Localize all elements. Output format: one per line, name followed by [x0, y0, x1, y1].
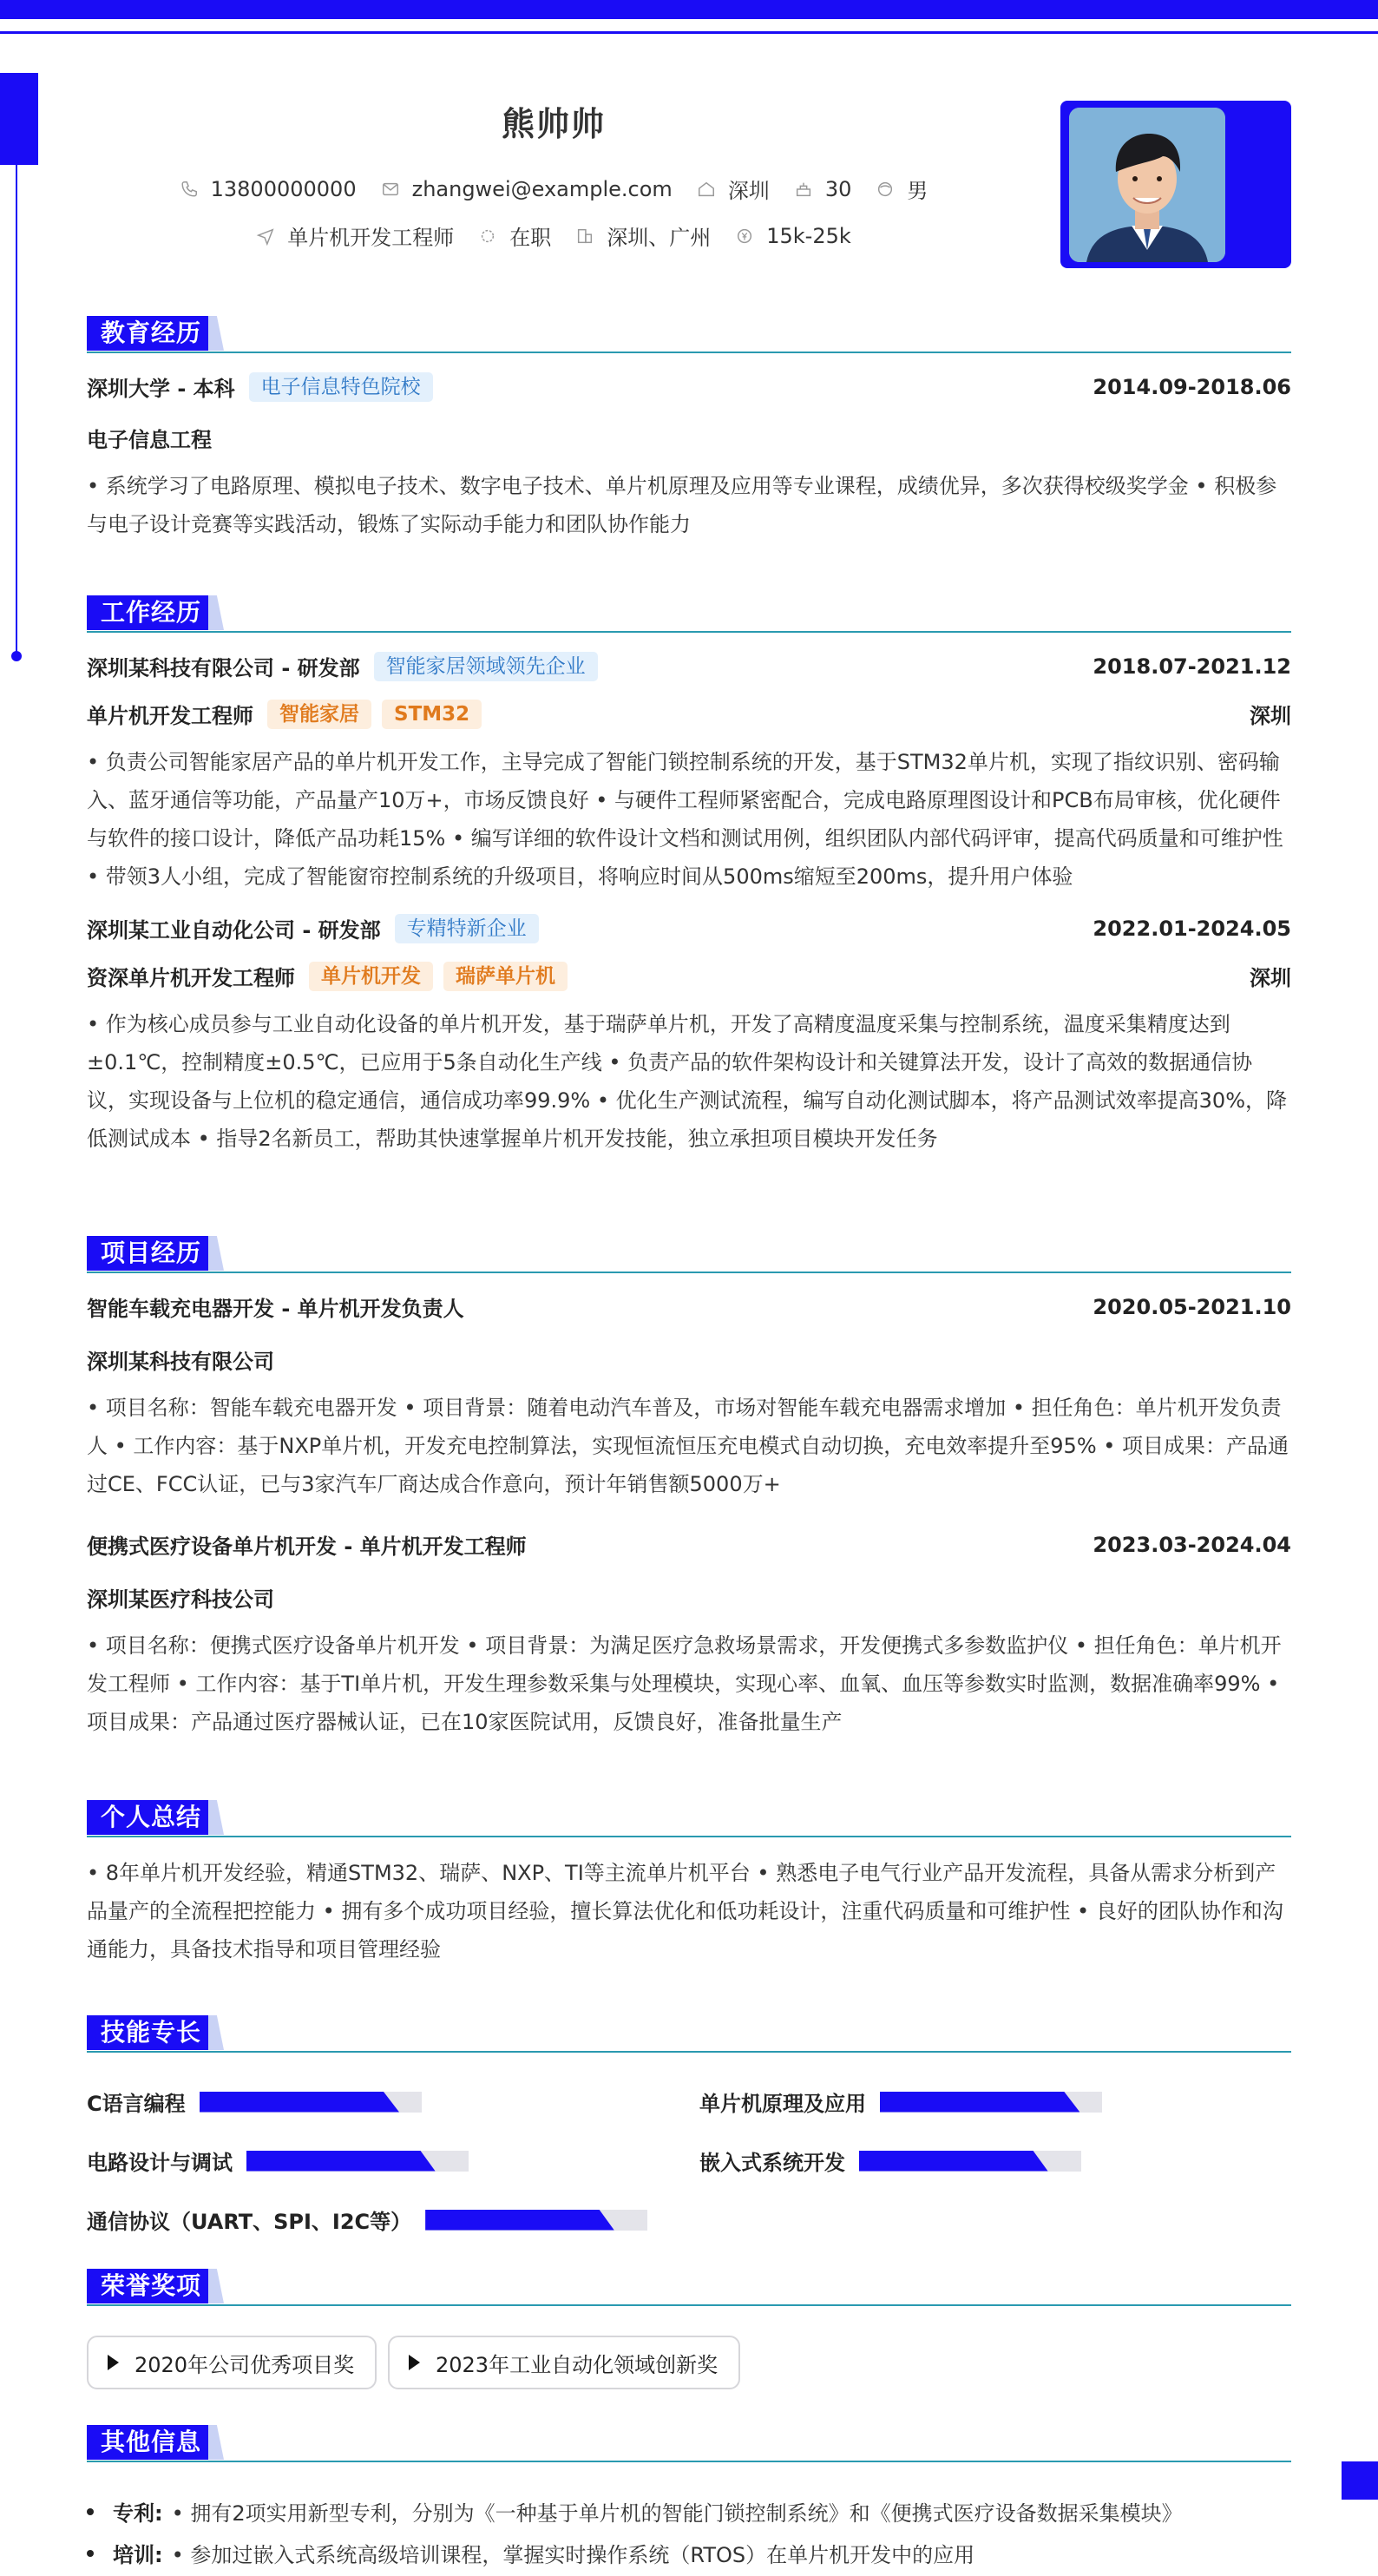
project-title: 智能车载充电器开发 - 单片机开发负责人 — [87, 1297, 464, 1321]
age-text: 30 — [824, 176, 852, 201]
other-item — [87, 2538, 974, 2568]
skill-item — [87, 2146, 469, 2176]
skill-tag: 智能家居 — [267, 700, 371, 729]
project-title-row — [87, 1291, 1291, 1322]
other-label: 培训: — [113, 2543, 163, 2567]
project-company: 深圳某医疗科技公司 — [87, 1587, 274, 1612]
skill-bar-fill — [246, 2151, 436, 2172]
skill-bar-fill — [200, 2092, 399, 2113]
project-company-row — [87, 1344, 1291, 1375]
top-accent-bar — [0, 0, 1378, 19]
skill-bar — [425, 2210, 647, 2231]
project-company: 深圳某科技有限公司 — [87, 1350, 274, 1374]
work-company-row — [87, 651, 1291, 681]
section-title: 技能专长 — [87, 2015, 215, 2050]
section-title-tail — [208, 2015, 224, 2050]
avatar — [1069, 108, 1225, 262]
status-text: 在职 — [509, 226, 552, 250]
other-section — [87, 2425, 1291, 2463]
major-name: 电子信息工程 — [87, 428, 212, 452]
projects-section — [87, 1236, 1291, 1741]
job-title: 资深单片机开发工程师 — [87, 966, 295, 990]
email-text: zhangwei@example.com — [411, 176, 673, 201]
skill-bar — [859, 2151, 1081, 2172]
section-title: 项目经历 — [87, 1236, 215, 1271]
target-city-item — [575, 220, 711, 251]
mail-icon — [381, 180, 400, 199]
job-intent-row — [0, 220, 1107, 251]
skill-name: 通信协议（UART、SPI、I2C等） — [87, 2210, 412, 2234]
skill-bar — [246, 2151, 469, 2172]
bullet-icon — [87, 2550, 94, 2557]
education-header — [87, 316, 1291, 354]
position-item — [256, 220, 454, 251]
section-title: 教育经历 — [87, 316, 215, 351]
section-title: 工作经历 — [87, 595, 215, 630]
left-accent-dot — [11, 651, 22, 661]
work-location: 深圳 — [1250, 704, 1291, 728]
section-title: 荣誉奖项 — [87, 2269, 215, 2303]
skill-name: 单片机原理及应用 — [699, 2092, 866, 2116]
other-item — [87, 2496, 1183, 2527]
other-text: • 拥有2项实用新型专利，分别为《一种基于单片机的智能门锁控制系统》和《便携式医疗设备数据采集模块》 — [171, 2501, 1183, 2526]
company-tag: 智能家居领域领先企业 — [374, 652, 598, 681]
work-date: 2022.01-2024.05 — [1093, 916, 1291, 941]
city-text: 深圳 — [727, 179, 770, 203]
section-title-tail — [208, 2269, 224, 2303]
salary-text: 15k-25k — [766, 223, 851, 248]
education-date: 2014.09-2018.06 — [1093, 374, 1291, 399]
company-name: 深圳某科技有限公司 - 研发部 — [87, 656, 360, 680]
skill-item — [699, 2086, 1102, 2117]
building-icon — [575, 227, 594, 246]
work-location: 深圳 — [1250, 966, 1291, 990]
email-item — [381, 177, 673, 201]
skill-bar-fill — [859, 2151, 1048, 2172]
section-title: 个人总结 — [87, 1800, 215, 1835]
work-title-row — [87, 699, 1291, 729]
section-title-tail — [208, 316, 224, 351]
city-item — [697, 174, 770, 204]
status-item — [478, 220, 551, 251]
top-accent-line — [0, 31, 1378, 34]
work-header — [87, 595, 1291, 634]
honors-section — [87, 2269, 1291, 2307]
project-company-row — [87, 1582, 1291, 1613]
work-description: • 负责公司智能家居产品的单片机开发工作，主导完成了智能门锁控制系统的开发，基于STM32单片机，实现了指纹识别、密码输入、蓝牙通信等功能，产品量产10万+，市场反馈良好 • 与硬件工程师紧密配合，完成电路原理图设计和PCB布局审核，优化硬件与软件的接口设计，降低产品功耗15% • 编写详细的软件设计文档和测试用例，组织团队内部代码评审，提高代码质量和可维护性 • 带领3人小组，完成了智能窗帘控制系统的升级项目，将响应时间从500ms缩短至200ms，提升用户体验 — [87, 750, 1283, 889]
phone-icon — [180, 180, 199, 199]
section-title-tail — [208, 595, 224, 630]
target-city-text: 深圳、广州 — [607, 226, 712, 250]
summary-text: • 8年单片机开发经验，精通STM32、瑞萨、NXP、TI等主流单片机平台 • 熟悉电子电气行业产品开发流程，具备从需求分析到产品量产的全流程把控能力 • 拥有多个成功项目经验，擅长算法优化和低功耗设计，注重代码质量和可维护性 • 良好的团队协作和沟通能力，具备技术指导和项目管理经验 — [87, 1861, 1283, 1962]
company-name: 深圳某工业自动化公司 - 研发部 — [87, 918, 381, 943]
other-label: 专利: — [113, 2501, 163, 2526]
play-icon — [409, 2355, 420, 2370]
section-title: 其他信息 — [87, 2425, 215, 2460]
section-title-tail — [208, 2425, 224, 2460]
play-icon — [108, 2355, 119, 2370]
money-icon — [735, 227, 754, 246]
age-item — [794, 177, 852, 201]
work-company-row — [87, 913, 1291, 943]
section-rule — [87, 2051, 1291, 2053]
contact-row — [0, 174, 1107, 204]
gender-item — [876, 174, 928, 204]
project-title-row — [87, 1529, 1291, 1560]
work-section — [87, 595, 1291, 1158]
work-description: • 作为核心成员参与工业自动化设备的单片机开发，基于瑞萨单片机，开发了高精度温度采集与控制系统，温度采集精度达到±0.1℃，控制精度±0.5℃，已应用于5条自动化生产线 • 负责产品的软件架构设计和关键算法开发，设计了高效的数据通信协议，实现设备与上位机的稳定通信，通信成功率99.9% • 优化生产测试流程，编写自动化测试脚本，将产品测试效率提高30%，降低测试成本 • 指导2名新员工，帮助其快速掌握单片机开发技能，独立承担项目模块开发任务 — [87, 1012, 1287, 1151]
gender-icon — [876, 180, 895, 199]
section-rule — [87, 352, 1291, 353]
skill-bar-fill — [425, 2210, 614, 2231]
bullet-icon — [87, 2508, 94, 2515]
award-label: 2020年公司优秀项目奖 — [135, 2352, 355, 2377]
company-tag: 专精特新企业 — [395, 914, 539, 943]
project-date: 2020.05-2021.10 — [1093, 1294, 1291, 1319]
skill-item — [699, 2146, 1081, 2176]
school-name: 深圳大学 - 本科 — [87, 377, 235, 401]
other-header — [87, 2425, 1291, 2463]
honors-header — [87, 2269, 1291, 2307]
education-description: • 系统学习了电路原理、模拟电子技术、数字电子技术、单片机原理及应用等专业课程，成绩优异，多次获得校级奖学金 • 积极参与电子设计竞赛等实践活动，锻炼了实际动手能力和团队协作能力 — [87, 474, 1277, 536]
skill-tag: 单片机开发 — [309, 962, 433, 991]
skills-section — [87, 2015, 1291, 2054]
projects-header — [87, 1236, 1291, 1274]
skill-name: C语言编程 — [87, 2092, 186, 2116]
phone-text: 13800000000 — [210, 176, 357, 201]
section-rule — [87, 1836, 1291, 1837]
phone-item — [180, 177, 357, 201]
section-title-tail — [208, 1236, 224, 1271]
section-rule — [87, 631, 1291, 633]
gender-text: 男 — [907, 179, 929, 203]
major-row — [87, 423, 1291, 453]
other-text: • 参加过嵌入式系统高级培训课程，掌握实时操作系统（RTOS）在单片机开发中的应用 — [171, 2543, 975, 2567]
summary-section — [87, 1800, 1291, 1968]
candidate-name: 熊帅帅 — [501, 105, 606, 143]
skill-item — [87, 2205, 647, 2235]
skill-name: 电路设计与调试 — [87, 2151, 233, 2175]
right-accent-block — [1342, 2461, 1378, 2500]
education-row — [87, 371, 1291, 402]
skill-name: 嵌入式系统开发 — [699, 2151, 845, 2175]
skill-bar-fill — [880, 2092, 1079, 2113]
work-title-row — [87, 961, 1291, 991]
skill-tag: STM32 — [382, 700, 482, 729]
summary-header — [87, 1800, 1291, 1838]
project-date: 2023.03-2024.04 — [1093, 1532, 1291, 1557]
job-title: 单片机开发工程师 — [87, 704, 253, 728]
section-rule — [87, 1272, 1291, 1273]
home-icon — [697, 180, 716, 199]
send-icon — [256, 227, 275, 246]
project-description: • 项目名称：智能车载充电器开发 • 项目背景：随着电动汽车普及，市场对智能车载充电器需求增加 • 担任角色：单片机开发负责人 • 工作内容：基于NXP单片机，开发充电控制算法，实现恒流恒压充电模式自动切换，充电效率提升至95% • 项目成果：产品通过CE、FCC认证，已与3家汽车厂商达成合作意向，预计年销售额5000万+ — [87, 1396, 1289, 1496]
section-rule — [87, 2304, 1291, 2306]
project-description: • 项目名称：便携式医疗设备单片机开发 • 项目背景：为满足医疗急救场景需求，开发便携式多参数监护仪 • 担任角色：单片机开发工程师 • 工作内容：基于TI单片机，开发生理参数采集与处理模块，实现心率、血氧、血压等参数实时监测，数据准确率99% • 项目成果：产品通过医疗器械认证，已在10家医院试用，反馈良好，准备批量生产 — [87, 1633, 1282, 1734]
school-tag: 电子信息特色院校 — [249, 372, 433, 402]
skill-bar — [880, 2092, 1102, 2113]
status-icon — [478, 227, 497, 246]
award-label: 2023年工业自动化领域创新奖 — [436, 2352, 719, 2377]
project-title: 便携式医疗设备单片机开发 - 单片机开发工程师 — [87, 1534, 527, 1559]
skill-bar — [200, 2092, 422, 2113]
skills-header — [87, 2015, 1291, 2054]
work-date: 2018.07-2021.12 — [1093, 654, 1291, 679]
award-badge — [388, 2336, 740, 2389]
skill-tag: 瑞萨单片机 — [443, 962, 568, 991]
cake-icon — [794, 180, 813, 199]
section-rule — [87, 2461, 1291, 2462]
award-badge — [87, 2336, 377, 2389]
position-text: 单片机开发工程师 — [287, 226, 455, 250]
education-section — [87, 316, 1291, 543]
section-title-tail — [208, 1800, 224, 1835]
skill-item — [87, 2086, 422, 2117]
salary-item — [735, 224, 851, 248]
